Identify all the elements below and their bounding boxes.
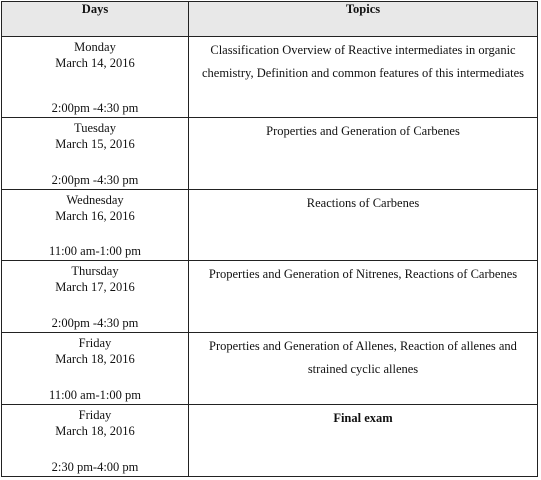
- day-date: March 18, 2016: [55, 352, 135, 366]
- day-date: March 15, 2016: [55, 137, 135, 151]
- day-cell: [2, 333, 189, 405]
- day-date: March 16, 2016: [55, 209, 135, 223]
- topics-column-header: Topics: [189, 2, 538, 37]
- table-row: [2, 118, 538, 190]
- day-time: 2:30 pm-4:00 pm: [51, 460, 139, 474]
- topic-cell: Properties and Generation of Allenes, Reaction of allenes and strained cyclic allenes: [189, 333, 538, 405]
- topic-cell: Properties and Generation of Carbenes: [189, 118, 538, 190]
- day-time: 2:00pm -4:30 pm: [51, 316, 139, 330]
- day-cell: [2, 261, 189, 333]
- topic-cell: Reactions of Carbenes: [189, 190, 538, 261]
- table-row: [2, 37, 538, 118]
- day-name: Friday: [78, 408, 112, 422]
- header-row: [2, 2, 538, 37]
- day-date: March 17, 2016: [55, 280, 135, 294]
- day-name: Wednesday: [66, 193, 124, 207]
- day-cell: [2, 190, 189, 261]
- day-name: Monday: [74, 40, 116, 54]
- day-cell: [2, 37, 189, 118]
- day-cell: [2, 118, 189, 190]
- topic-cell: Final exam: [189, 405, 538, 477]
- day-name: Tuesday: [74, 121, 116, 135]
- schedule-table: [1, 1, 538, 477]
- day-time: 2:00pm -4:30 pm: [51, 173, 139, 187]
- table-row: [2, 261, 538, 333]
- day-time: 11:00 am-1:00 pm: [49, 244, 141, 258]
- day-time: 2:00pm -4:30 pm: [51, 101, 139, 115]
- day-cell: [2, 405, 189, 477]
- days-column-header: Days: [2, 2, 189, 37]
- day-name: Friday: [78, 336, 112, 350]
- day-date: March 14, 2016: [55, 56, 135, 70]
- topic-cell: Classification Overview of Reactive intermediates in organic chemistry, Definition and common features of this intermediates: [189, 37, 538, 118]
- day-name: Thursday: [71, 264, 119, 278]
- table-row: [2, 333, 538, 405]
- table-row: [2, 405, 538, 477]
- day-time: 11:00 am-1:00 pm: [49, 388, 141, 402]
- day-date: March 18, 2016: [55, 424, 135, 438]
- topic-cell: Properties and Generation of Nitrenes, Reactions of Carbenes: [189, 261, 538, 333]
- table-row: [2, 190, 538, 261]
